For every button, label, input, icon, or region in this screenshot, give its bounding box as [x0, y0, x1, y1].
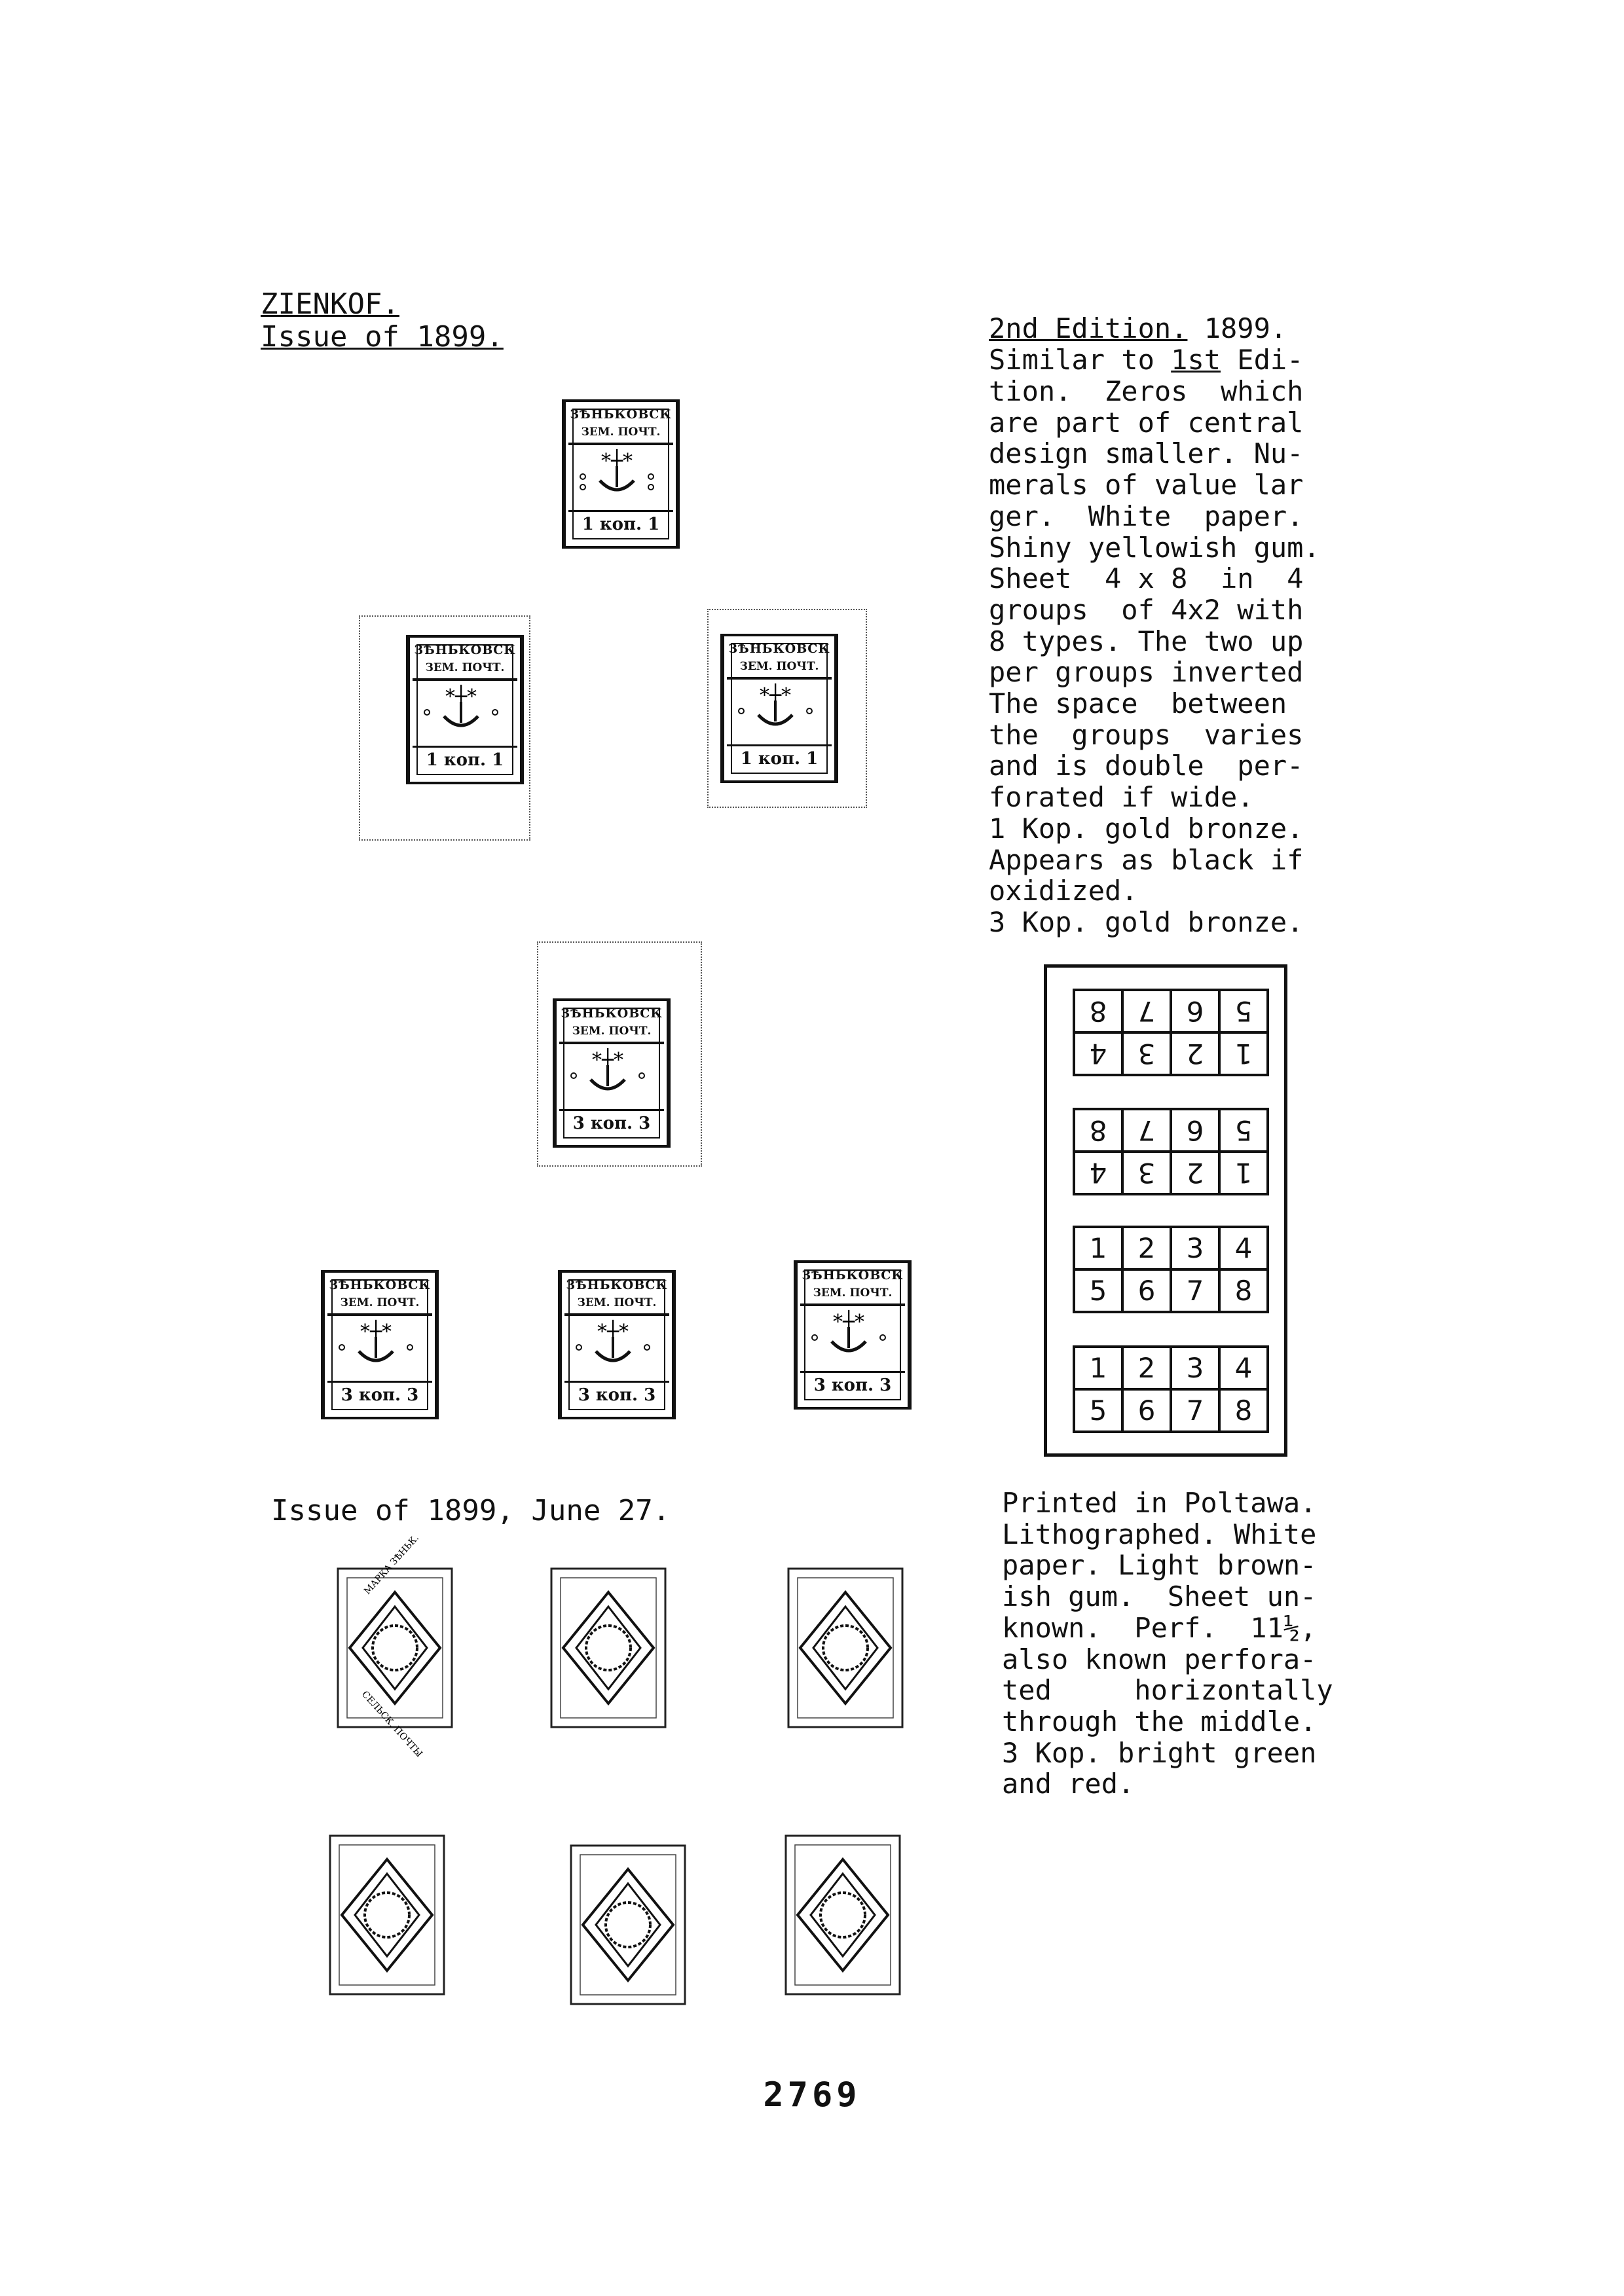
stamp-3-kop-type2: ЗѢНЬКОВСК ЗЕМ. ПОЧТ. *┼* 3 коп. 3 — [321, 1270, 439, 1419]
diamond-stamp-3 — [786, 1566, 905, 1730]
edition-heading: 2nd Edition. 1899. — [989, 312, 1287, 344]
cross-anchor-emblem-icon — [732, 681, 819, 744]
section-title: ZIENKOF. — [261, 287, 399, 321]
diamond-stamp-5 — [568, 1843, 688, 2007]
svg-text:*┼*: *┼* — [759, 684, 792, 707]
cross-anchor-emblem-icon — [574, 446, 660, 509]
printing-description: Printed in Poltawa. Lithographed. White paper. Light brown- ish gum. Sheet un- known. Perf. 11½, also known perfora- ted horizontally through the middle. 3 Kop. bright green and red. — [1002, 1487, 1333, 1800]
stamp-line1: ЗѢНЬКОВСК — [570, 407, 672, 422]
sheet-group-1-inverted: 1 2 3 4 5 6 7 8 — [1073, 989, 1269, 1076]
stamp-1-kop — [562, 399, 680, 549]
stamp-value: 1 коп. 1 — [581, 515, 660, 534]
svg-text:*┼*: *┼* — [597, 1321, 629, 1343]
svg-text:*┼*: *┼* — [832, 1311, 865, 1334]
svg-text:*┼*: *┼* — [445, 685, 477, 708]
svg-text:*┼*: *┼* — [600, 450, 633, 473]
sheet-group-3: 1 2 3 4 5 6 7 8 — [1073, 1226, 1269, 1313]
cross-anchor-emblem-icon — [333, 1317, 419, 1380]
svg-text:МАРКА ЗѢНЬК.: МАРКА ЗѢНЬК. — [362, 1533, 421, 1597]
svg-text:*┼*: *┼* — [591, 1049, 624, 1072]
diamond-stamp-4 — [327, 1833, 447, 1997]
cross-anchor-emblem-icon — [570, 1317, 656, 1380]
cross-anchor-emblem-icon — [564, 1046, 651, 1108]
stamp-3-kop-type4: ЗѢНЬКОВСК ЗЕМ. ПОЧТ. *┼* 3 коп. 3 — [794, 1260, 912, 1410]
issue-heading-1899-june: Issue of 1899, June 27. — [271, 1494, 671, 1527]
diamond-stamp-1 — [335, 1533, 454, 1760]
edition-line1: Similar to 1st Edi- — [989, 344, 1304, 376]
svg-text:СЕЛЬСК. ПОЧТЫ: СЕЛЬСК. ПОЧТЫ — [360, 1688, 424, 1760]
stamp-1-kop-type2: ЗѢНЬКОВСК ЗЕМ. ПОЧТ. *┼* 1 коп. 1 — [406, 635, 524, 784]
diamond-stamp-6 — [783, 1833, 902, 1997]
page-number: 2769 — [763, 2075, 861, 2115]
sheet-group-2-inverted: 1 2 3 4 5 6 7 8 — [1073, 1108, 1269, 1195]
issue-heading-1899: Issue of 1899. — [261, 320, 504, 354]
stamp-3-kop-type3: ЗѢНЬКОВСК ЗЕМ. ПОЧТ. *┼* 3 коп. 3 — [558, 1270, 676, 1419]
cross-anchor-emblem-icon — [418, 682, 504, 745]
cross-anchor-emblem-icon — [805, 1307, 892, 1370]
stamp-1-kop-type3: ЗѢНЬКОВСК ЗЕМ. ПОЧТ. *┼* 1 коп. 1 — [720, 634, 838, 783]
stamp-3-kop: ЗѢНЬКОВСК ЗЕМ. ПОЧТ. *┼* 3 коп. 3 — [553, 998, 671, 1148]
sheet-group-4: 1 2 3 4 5 6 7 8 — [1073, 1345, 1269, 1433]
diamond-stamp-2 — [549, 1566, 668, 1730]
svg-text:*┼*: *┼* — [360, 1321, 392, 1343]
edition-description: tion. Zeros which are part of central design smaller. Nu- merals of value lar ger. White paper. Shiny yellowish gum. Sheet 4 x 8 in 4 groups of 4x2 with 8 types. The two up per groups inverted The space between the groups varies and is double per- forated if wide. 1 Kop. gold bronze. Appears as black if oxidized. 3 Kop. gold bronze. — [989, 375, 1320, 938]
stamp-line2: ЗЕМ. ПОЧТ. — [581, 426, 661, 439]
